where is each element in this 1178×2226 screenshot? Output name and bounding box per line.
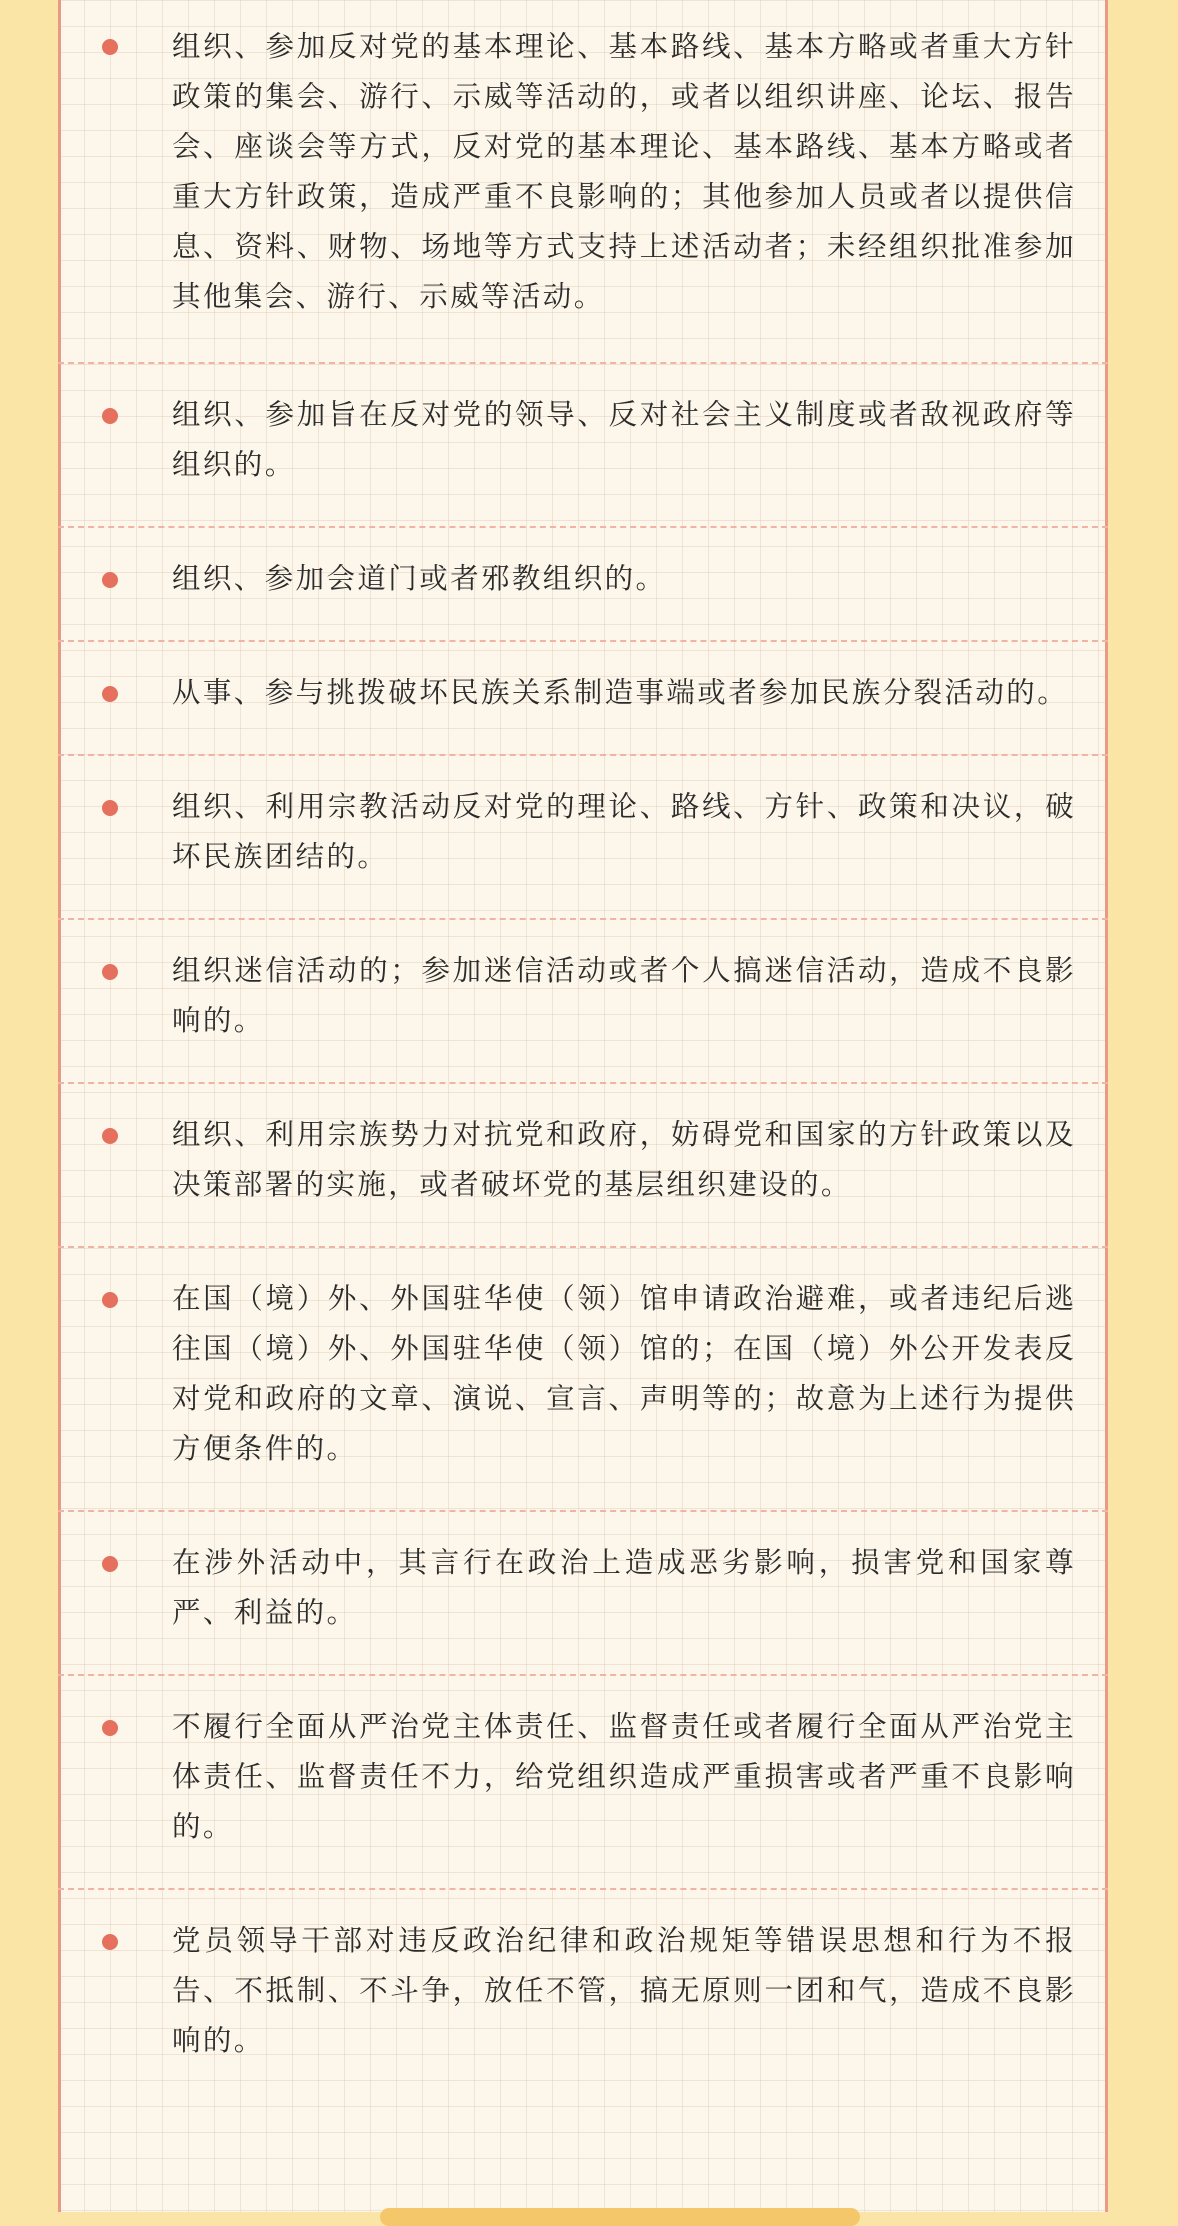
bullet-dot-icon <box>102 408 118 424</box>
bullet-dot-icon <box>102 1720 118 1736</box>
list-item-text: 在涉外活动中，其言行在政治上造成恶劣影响，损害党和国家尊严、利益的。 <box>172 1546 1076 1629</box>
bullet-dot-icon <box>102 964 118 980</box>
bullet-dot-icon <box>102 686 118 702</box>
list-item-text: 组织、参加反对党的基本理论、基本路线、基本方略或者重大方针政策的集会、游行、示威等活动的，或者以组织讲座、论坛、报告会、座谈会等方式，反对党的基本理论、基本路线、基本方略或者重大方针政策，造成严重不良影响的；其他参加人员或者以提供信息、资料、财物、场地等方式支持上述活动者；未经组织批准参加其他集会、游行、示威等活动。 <box>172 30 1076 313</box>
notebook-paper <box>58 0 1108 2212</box>
list-item <box>58 528 1108 642</box>
list-item <box>58 1248 1108 1512</box>
bullet-dot-icon <box>102 1128 118 1144</box>
list-item <box>58 1084 1108 1248</box>
list-item-text: 不履行全面从严治党主体责任、监督责任或者履行全面从严治党主体责任、监督责任不力，给党组织造成严重损害或者严重不良影响的。 <box>172 1710 1076 1843</box>
bullet-dot-icon <box>102 1934 118 1950</box>
violation-list <box>58 0 1108 2102</box>
list-item-text: 组织、利用宗族势力对抗党和政府，妨碍党和国家的方针政策以及决策部署的实施，或者破坏党的基层组织建设的。 <box>172 1118 1076 1201</box>
list-item-text: 组织、参加会道门或者邪教组织的。 <box>172 562 667 595</box>
list-item-text: 党员领导干部对违反政治纪律和政治规矩等错误思想和行为不报告、不抵制、不斗争，放任不管，搞无原则一团和气，造成不良影响的。 <box>172 1924 1076 2057</box>
bullet-dot-icon <box>102 572 118 588</box>
list-item <box>58 0 1108 364</box>
list-item <box>58 1890 1108 2102</box>
list-item-text: 从事、参与挑拨破坏民族关系制造事端或者参加民族分裂活动的。 <box>172 676 1069 709</box>
list-item <box>58 1676 1108 1890</box>
list-item-text: 在国（境）外、外国驻华使（领）馆申请政治避难，或者违纪后逃往国（境）外、外国驻华使（领）馆的；在国（境）外公开发表反对党和政府的文章、演说、宣言、声明等的；故意为上述行为提供方便条件的。 <box>172 1282 1076 1465</box>
list-item-text: 组织、利用宗教活动反对党的理论、路线、方针、政策和决议，破坏民族团结的。 <box>172 790 1076 873</box>
bullet-dot-icon <box>102 800 118 816</box>
bullet-dot-icon <box>102 1292 118 1308</box>
bullet-dot-icon <box>102 39 118 55</box>
list-item <box>58 642 1108 756</box>
list-item <box>58 364 1108 528</box>
list-item <box>58 756 1108 920</box>
list-item <box>58 920 1108 1084</box>
list-item-text: 组织、参加旨在反对党的领导、反对社会主义制度或者敌视政府等组织的。 <box>172 398 1076 481</box>
bullet-dot-icon <box>102 1556 118 1572</box>
list-item <box>58 1512 1108 1676</box>
bottom-decoration-tab <box>380 2208 860 2226</box>
list-item-text: 组织迷信活动的；参加迷信活动或者个人搞迷信活动，造成不良影响的。 <box>172 954 1076 1037</box>
